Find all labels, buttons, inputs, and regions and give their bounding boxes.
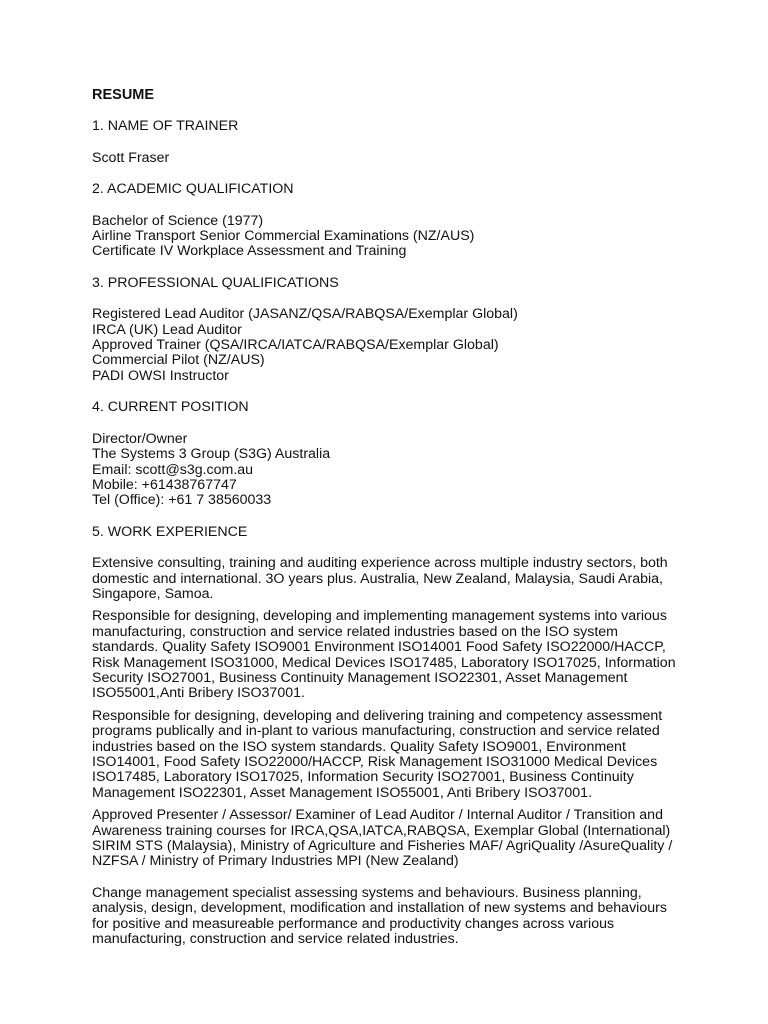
- contact-email: Email: scott@s3g.com.au: [92, 461, 254, 478]
- position-title: Director/Owner: [92, 430, 188, 447]
- professional-line: Registered Lead Auditor (JASANZ/QSA/RABQSA/Exemplar Global): [92, 306, 518, 323]
- experience-line: Singapore, Samoa.: [92, 585, 214, 602]
- experience-line: ISO14001, Food Safety ISO22000/HACCP, Risk Management ISO31000 Medical Devices: [92, 754, 658, 770]
- experience-paragraph: [92, 886, 692, 948]
- company-name: The Systems 3 Group (S3G) Australia: [92, 446, 331, 463]
- experience-line: programs publically and in-plant to various manufacturing, construction and service related: [92, 723, 660, 740]
- experience-line: ISO17485, Laboratory ISO17025, Information Security ISO27001, Business Continuity: [92, 769, 634, 786]
- experience-line: analysis, design, development, modification and installation of new systems and behaviours: [92, 900, 667, 917]
- academic-line: Airline Transport Senior Commercial Examinations (NZ/AUS): [92, 228, 475, 245]
- experience-paragraph: [92, 808, 692, 870]
- experience-paragraph: [92, 709, 692, 801]
- document-title: RESUME: [92, 87, 155, 103]
- experience-line: Approved Presenter / Assessor/ Examiner of Lead Auditor / Internal Auditor / Transition and: [92, 807, 663, 824]
- experience-line: Risk Management ISO31000, Medical Devices ISO17485, Laboratory ISO17025, Information: [92, 654, 676, 671]
- experience-line: Management ISO22301, Asset Management ISO55001, Anti Bribery ISO37001.: [92, 784, 593, 801]
- experience-line: domestic and international. 3O years plus. Australia, New Zealand, Malaysia, Saudi Arabia,: [92, 570, 663, 587]
- academic-line: Bachelor of Science (1977): [92, 212, 264, 229]
- experience-line: Security ISO27001, Business Continuity Management ISO22301, Asset Management: [92, 669, 628, 686]
- experience-paragraph: [92, 556, 692, 602]
- contact-office-phone: Tel (Office): +61 7 38560033: [92, 492, 272, 509]
- experience-paragraph: [92, 609, 692, 701]
- experience-line: Extensive consulting, training and auditing experience across multiple industry sectors, both: [92, 555, 668, 572]
- section-heading-position: 4. CURRENT POSITION: [92, 399, 249, 416]
- academic-line: Certificate IV Workplace Assessment and Training: [92, 243, 407, 260]
- experience-line: Change management specialist assessing systems and behaviours. Business planning,: [92, 884, 642, 901]
- contact-mobile: Mobile: +61438767747: [92, 476, 237, 493]
- experience-line: NZFSA / Ministry of Primary Industries MPI (New Zealand): [92, 853, 459, 870]
- section-heading-experience: 5. WORK EXPERIENCE: [92, 523, 248, 540]
- professional-line: PADI OWSI Instructor: [92, 367, 229, 384]
- experience-line: industries based on the ISO system standards. Quality Safety ISO9001, Environment: [92, 738, 626, 755]
- section-heading-academic: 2. ACADEMIC QUALIFICATION: [92, 181, 294, 198]
- section-heading-trainer: 1. NAME OF TRAINER: [92, 118, 239, 135]
- experience-line: manufacturing, construction and service related industries.: [92, 931, 459, 948]
- experience-line: SIRIM STS (Malaysia), Ministry of Agriculture and Fisheries MAF/ AgriQuality /AsureQuality /: [92, 838, 673, 855]
- resume-document: [92, 88, 692, 954]
- professional-line: Commercial Pilot (NZ/AUS): [92, 352, 265, 369]
- experience-line: standards. Quality Safety ISO9001 Environment ISO14001 Food Safety ISO22000/HACCP,: [92, 639, 666, 656]
- experience-line: Responsible for designing, developing and delivering training and competency assessment: [92, 707, 663, 724]
- experience-line: for positive and measureable performance and productivity changes across various: [92, 915, 615, 932]
- professional-block: [92, 307, 692, 384]
- trainer-name: Scott Fraser: [92, 149, 170, 166]
- professional-line: IRCA (UK) Lead Auditor: [92, 321, 242, 338]
- experience-line: ISO55001,Anti Bribery ISO37001.: [92, 685, 305, 702]
- section-heading-professional: 3. PROFESSIONAL QUALIFICATIONS: [92, 274, 339, 291]
- position-block: [92, 432, 692, 509]
- trainer-block: [92, 151, 692, 166]
- experience-line: Awareness training courses for IRCA,QSA,IATCA,RABQSA, Exemplar Global (International): [92, 822, 671, 839]
- experience-line: Responsible for designing, developing and implementing management systems into various: [92, 608, 667, 625]
- experience-line: manufacturing, construction and service related industries based on the ISO system: [92, 623, 618, 640]
- academic-block: [92, 214, 692, 260]
- professional-line: Approved Trainer (QSA/IRCA/IATCA/RABQSA/Exemplar Global): [92, 337, 499, 354]
